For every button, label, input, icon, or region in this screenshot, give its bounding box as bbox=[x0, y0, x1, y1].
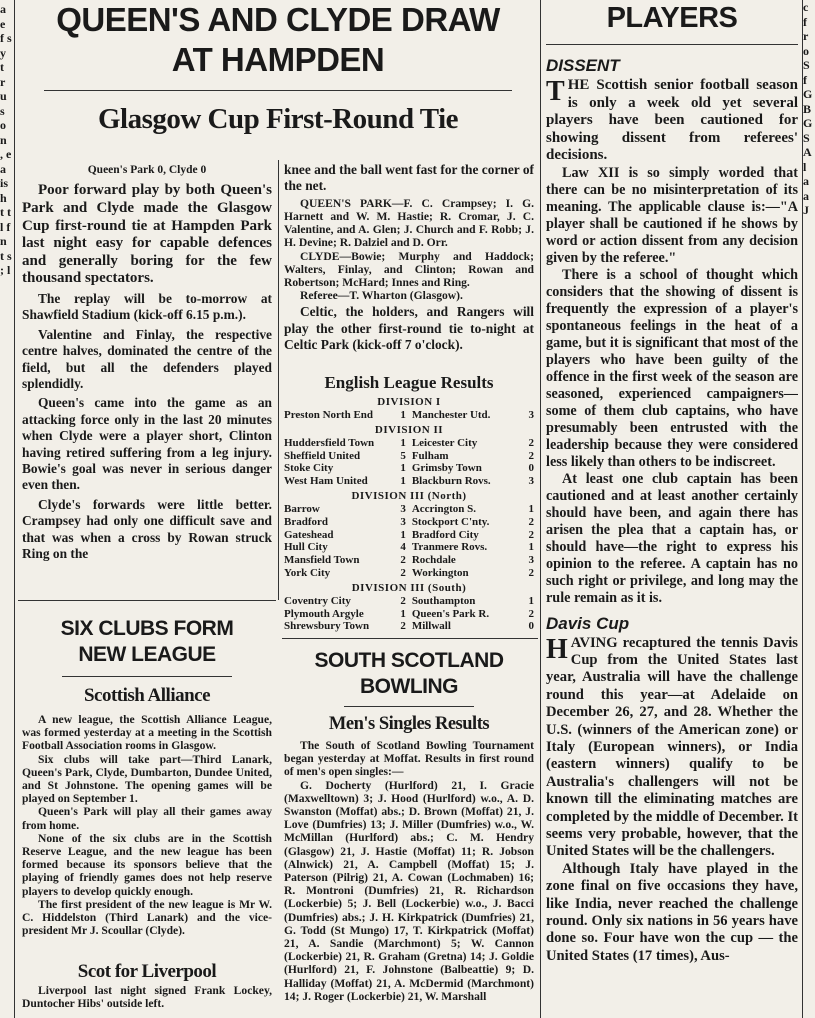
result-home-team: Preston North End bbox=[284, 409, 374, 421]
column-rule-middle bbox=[540, 0, 541, 1018]
result-home-team: Barrow bbox=[284, 502, 320, 515]
davis-cup-drop-cap: H bbox=[546, 633, 568, 665]
column-rule-right bbox=[802, 0, 803, 1018]
result-away-score: 2 bbox=[528, 436, 534, 449]
result-home-team: Hull City bbox=[284, 541, 328, 554]
result-home-score: 2 bbox=[400, 566, 406, 579]
result-away-score: 0 bbox=[528, 620, 534, 633]
players-kicker-dissent: DISSENT bbox=[546, 56, 620, 75]
six-clubs-headline-line1: SIX CLUBS FORM bbox=[60, 617, 234, 640]
result-home-team: Gateshead bbox=[284, 528, 334, 541]
english-league-results bbox=[284, 372, 534, 636]
result-away-team: Workington bbox=[411, 566, 469, 579]
result-home-score: 1 bbox=[400, 607, 406, 620]
result-home-score: 2 bbox=[400, 554, 406, 567]
result-away-team: Southampton bbox=[411, 594, 476, 607]
result-row bbox=[284, 567, 534, 580]
bowling-story bbox=[284, 648, 534, 1018]
main-para-5: Clyde's forwards were little better. Crampsey had only one difficult save and that was when a cross by Rowan struck Ring on the bbox=[22, 496, 272, 562]
result-row bbox=[284, 516, 534, 529]
result-away-score: 3 bbox=[528, 475, 534, 488]
result-away-team: Bradford City bbox=[411, 528, 479, 541]
result-row bbox=[284, 595, 534, 608]
result-home-score: 1 bbox=[400, 475, 406, 488]
result-away-score: 0 bbox=[528, 462, 534, 475]
score-line: Queen's Park 0, Clyde 0 bbox=[87, 164, 207, 176]
scot-liverpool-headline: Scot for Liverpool bbox=[77, 961, 217, 982]
result-away-team: Accrington S. bbox=[411, 502, 476, 515]
main-story-column1 bbox=[22, 162, 272, 596]
result-home-team: West Ham United bbox=[284, 475, 368, 488]
result-home-score: 3 bbox=[400, 515, 406, 528]
division2-table bbox=[284, 437, 534, 488]
main-headline-line2: AT HAMPDEN bbox=[171, 41, 385, 78]
six-clubs-top-rule bbox=[18, 600, 276, 601]
bowling-headline-line1: SOUTH SCOTLAND bbox=[314, 649, 504, 672]
result-away-score: 2 bbox=[528, 528, 534, 541]
referee-line: Referee—T. Wharton (Glasgow). bbox=[300, 289, 463, 303]
result-row bbox=[284, 437, 534, 450]
dissent-para-1: THE Scottish senior football season is only a week old yet several players have been cautioned for showing dissent from referees' decisions. bbox=[546, 76, 798, 163]
players-rule bbox=[546, 44, 798, 45]
result-away-score: 1 bbox=[528, 502, 534, 515]
result-away-score: 3 bbox=[528, 554, 534, 567]
result-away-team: Blackburn Rovs. bbox=[411, 475, 491, 488]
result-away-score: 2 bbox=[528, 607, 534, 620]
bowling-subheadline: Men's Singles Results bbox=[328, 714, 490, 734]
right-edge-fragment: c f r o S f G B G S A l a a J bbox=[803, 0, 813, 217]
players-column bbox=[546, 0, 798, 1018]
dissent-para-4: At least one club captain has been cautioned and at least another certainly should have been, and again there has arisen the plea that a captain has, or should have—the right to express his opinion to the referee. A captain has no such right or privilege, and long may the rule remain as it is. bbox=[546, 470, 798, 606]
result-row bbox=[284, 462, 534, 475]
result-home-score: 5 bbox=[400, 449, 406, 462]
result-away-score: 1 bbox=[528, 541, 534, 554]
clyde-lineup: CLYDE—Bowie; Murphy and Haddock; Walters, Finlay, and Clinton; Rowan and Robertson; McHard; Innes and Ring. bbox=[284, 249, 534, 290]
result-row bbox=[284, 503, 534, 516]
main-subheadline: Glasgow Cup First-Round Tie bbox=[97, 103, 459, 135]
result-away-score: 3 bbox=[528, 409, 534, 421]
six-clubs-para-5: The first president of the new league is Mr W. C. Hiddelston (Third Lanark) and the vice-president Mr J. Scoullar (Clyde). bbox=[22, 897, 272, 938]
result-away-team: Queen's Park R. bbox=[411, 607, 490, 620]
result-away-team: Stockport C'nty. bbox=[411, 515, 490, 528]
six-clubs-para-1: A new league, the Scottish Alliance League, was formed yesterday at a meeting in the Scottish Football Association rooms in Glasgow. bbox=[22, 713, 272, 753]
result-away-score: 2 bbox=[528, 449, 534, 462]
bowling-divider bbox=[344, 706, 474, 707]
result-away-team: Tranmere Rovs. bbox=[411, 541, 488, 554]
division3n-heading: DIVISION III (North) bbox=[351, 489, 467, 502]
result-home-team: Sheffield United bbox=[284, 449, 361, 462]
result-home-team: Coventry City bbox=[284, 594, 351, 607]
result-away-team: Fulham bbox=[411, 449, 449, 462]
result-home-score: 4 bbox=[400, 541, 406, 554]
headline-divider bbox=[44, 90, 512, 91]
davis-cup-para-1: HAVING recaptured the tennis Davis Cup from the United States last year, Australia will have the challenge round this year—at Adelaide on December 26, 27, and 28. Whether the U.S. (winners of the American zone) or Italy (European winners), or India (eastern winners) qualify to be Australia's challengers will not be known till the eliminating matches are completed by the middle of December. It seems very probable, however, that the United States will be the challengers. bbox=[546, 633, 798, 860]
result-row bbox=[284, 475, 534, 488]
scot-liverpool-para: Liverpool last night signed Frank Lockey, Duntocher Hibs' outside left. bbox=[22, 984, 272, 1011]
six-clubs-subheadline: Scottish Alliance bbox=[83, 685, 211, 706]
result-away-team: Grimsby Town bbox=[411, 462, 482, 475]
main-headline-line1: QUEEN'S AND CLYDE DRAW bbox=[56, 1, 500, 38]
six-clubs-headline-line2: NEW LEAGUE bbox=[78, 643, 216, 666]
six-clubs-para-3: Queen's Park will play all their games away from home. bbox=[22, 805, 272, 832]
davis-cup-para-2: Although Italy have played in the zone final on five occasions they have, like India, never reached the challenge round. Only six nations in 56 years have done so. Four have won the cup — the United States (17 times), Aus- bbox=[546, 860, 798, 964]
result-away-team: Rochdale bbox=[411, 554, 456, 567]
six-clubs-divider bbox=[62, 676, 232, 677]
result-row bbox=[284, 620, 534, 633]
result-row bbox=[284, 608, 534, 621]
bowling-para-1: The South of Scotland Bowling Tournament began yesterday at Moffat. Results in first round of men's open singles:— bbox=[284, 739, 534, 779]
result-home-team: Bradford bbox=[284, 515, 328, 528]
division3s-heading: DIVISION III (South) bbox=[351, 581, 467, 594]
dissent-para-2: Law XII is so simply worded that there can be no misinterpretation of its meaning. The applicable clause is:—"A player shall be cautioned if he shows by word or action dissent from any decision given by the referee." bbox=[546, 164, 798, 266]
result-away-score: 1 bbox=[528, 594, 534, 607]
main-col2-para-5: Celtic, the holders, and Rangers will play the other first-round tie to-night at Celtic Park (kick-off 7 o'clock). bbox=[284, 304, 534, 353]
result-home-team: Shrewsbury Town bbox=[284, 620, 370, 633]
bowling-results: G. Docherty (Hurlford) 21, I. Gracie (Maxwelltown) 3; J. Hood (Hurlford) w.o., A. D. Swanston (Moffat) abs.; D. Brown (Moffat) 21, J. Love (Dumfries) 13; J. Miller (Dumfries) w.o., W. McMillan (Hurlford) abs.; C. M. Hendry (Glasgow) 21, J. Hastie (Moffat) 11; R. Jobson (Alnwick) 21, A. Campbell (Moffat) 15; J. Paterson (Pilrig) 21, A. Cowan (Lochmaben) 16; R. Montroni (Dumfries) 21, R. Richardson (Lockerbie) 5; J. Bell (Lockerbie) w.o., J. Bacci (Dumfries) abs.; J. H. Kirkpatrick (Dumfries) 21, G. Todd (St Mungo) 17, T. Kirkpatrick (Moffat) 21, A. Sandie (Marchmont) 5; W. Cannon (Lockerbie) 21, R. Graham (Gretna) 14; J. Goldie (Hurlford) 21, F. Johnstone (Balbeattie) 9; D. Halliday (Moffat) 21, A. McDermid (Marchmont) 14; J. Roger (Lockerbie) 21, W. Marshall bbox=[284, 778, 534, 1003]
result-home-team: York City bbox=[284, 566, 331, 579]
division3s-table bbox=[284, 595, 534, 633]
main-story-headline-block bbox=[22, 0, 534, 160]
result-away-team: Millwall bbox=[411, 620, 451, 633]
dissent-drop-cap: T bbox=[546, 76, 565, 107]
result-home-score: 2 bbox=[400, 620, 406, 633]
result-home-team: Plymouth Argyle bbox=[284, 607, 364, 620]
result-home-score: 1 bbox=[400, 409, 406, 421]
division2-heading: DIVISION II bbox=[374, 423, 444, 436]
left-edge-fragment: a e f s y t r u s o n , e a is h t t l f n t s ; l bbox=[0, 2, 12, 277]
main-para-1: Poor forward play by both Queen's Park and Clyde made the Glasgow Cup first-round tie at Hampden Park last night easy for capable defences and generally boring for the few thousand spectators. bbox=[22, 182, 272, 287]
column-rule-inner bbox=[278, 160, 279, 600]
result-home-team: Huddersfield Town bbox=[284, 436, 375, 449]
result-home-score: 1 bbox=[400, 528, 406, 541]
result-home-score: 1 bbox=[400, 462, 406, 475]
division3n-table bbox=[284, 503, 534, 580]
bowling-top-rule bbox=[282, 638, 538, 639]
players-headline: PLAYERS bbox=[606, 2, 738, 34]
main-story-column2 bbox=[284, 162, 534, 368]
result-home-team: Stoke City bbox=[284, 462, 334, 475]
bowling-headline-line2: BOWLING bbox=[360, 675, 458, 698]
main-para-4: Queen's came into the game as an attacking force only in the last 20 minutes when Clyde were a player short, Clinton having retired suffering from a leg injury. Bowie's goal was never in serious danger even then. bbox=[22, 395, 272, 493]
result-row bbox=[284, 450, 534, 463]
six-clubs-story bbox=[22, 616, 272, 956]
result-away-team: Manchester Utd. bbox=[411, 409, 491, 421]
result-row bbox=[284, 541, 534, 554]
division1-table bbox=[284, 409, 534, 422]
six-clubs-para-4: None of the six clubs are in the Scottish Reserve League, and the new league has been formed because its sponsors believe that the playing of friendly games does not help reserve players to develop quickly enough. bbox=[22, 831, 272, 898]
column-rule-left bbox=[14, 0, 15, 1018]
result-row bbox=[284, 409, 534, 422]
main-para-2: The replay will be to-morrow at Shawfield Stadium (kick-off 6.15 p.m.). bbox=[22, 290, 272, 323]
main-para-3: Valentine and Finlay, the respective centre halves, dominated the centre of the field, but all the defenders played splendidly. bbox=[22, 326, 272, 391]
result-home-team: Mansfield Town bbox=[284, 554, 360, 567]
result-away-team: Leicester City bbox=[411, 436, 478, 449]
result-home-score: 1 bbox=[400, 436, 406, 449]
result-row bbox=[284, 554, 534, 567]
result-away-score: 2 bbox=[528, 515, 534, 528]
queens-park-lineup: QUEEN'S PARK—F. C. Crampsey; I. G. Harnett and W. M. Hastie; R. Cromar, J. C. Valentine, and A. Glen; J. Church and F. Robb; J. H. Devine; R. Dalziel and D. Orr. bbox=[284, 196, 534, 250]
english-league-title: English League Results bbox=[324, 373, 494, 392]
division1-heading: DIVISION I bbox=[377, 396, 441, 408]
main-col2-para-1: knee and the ball went fast for the corner of the net. bbox=[284, 162, 534, 194]
six-clubs-para-2: Six clubs will take part—Third Lanark, Queen's Park, Clyde, Dumbarton, Dundee United, and St Johnstone. The opening games will be played on September 1. bbox=[22, 752, 272, 806]
result-row bbox=[284, 529, 534, 542]
players-kicker-davis-cup: Davis Cup bbox=[546, 613, 630, 633]
result-home-score: 3 bbox=[400, 502, 406, 515]
scot-liverpool-story bbox=[22, 960, 272, 1018]
result-away-score: 2 bbox=[528, 566, 534, 579]
dissent-para-3: There is a school of thought which considers that the showing of dissent is frequently the expression of a player's spontaneous feelings in the heat of a game, but it is significant that most of the players who have been guilty of the offence in the first week of the season are seasoned, experienced campaigners—some of them club captains, who have presumably been entrusted with the leadership because they were considered less likely than others to be indiscreet. bbox=[546, 266, 798, 470]
result-home-score: 2 bbox=[400, 594, 406, 607]
